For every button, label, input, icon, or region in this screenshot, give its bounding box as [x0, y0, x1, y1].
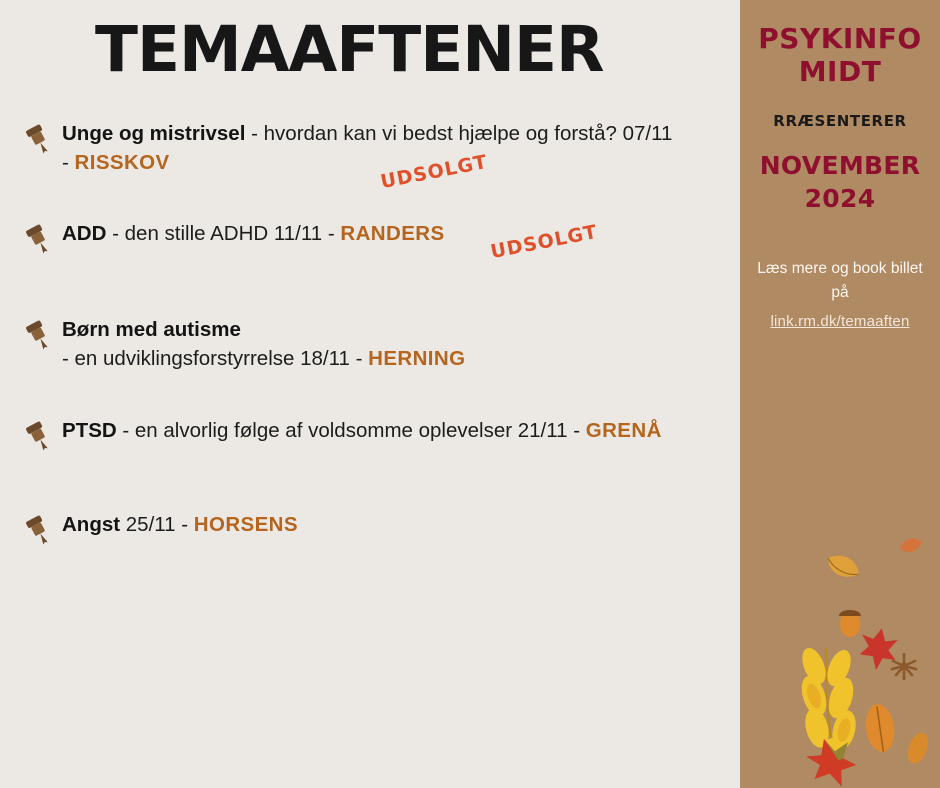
booking-info [740, 257, 940, 333]
event-city: RISSKOV [74, 151, 170, 175]
event-text [62, 416, 662, 445]
pushpin-icon [22, 219, 62, 257]
event-text [62, 119, 682, 194]
booking-link[interactable]: link.rm.dk/temaaften [770, 313, 910, 331]
event-city: HERNING [368, 347, 466, 371]
pushpin-icon [22, 119, 62, 157]
status-badge: UDSOLGT [488, 221, 600, 264]
pushpin-icon [22, 315, 62, 353]
page-title: TEMAAFTENER [95, 13, 604, 86]
event-city: HORSENS [193, 512, 298, 536]
list-item [22, 119, 740, 194]
brand-line-2: MIDT [798, 55, 882, 89]
event-title: Angst [62, 512, 121, 536]
event-detail: - en udviklingsforstyrrelse 18/11 - [62, 347, 369, 371]
event-detail: 25/11 - [120, 512, 194, 536]
event-title: ADD [62, 222, 107, 246]
sidebar [740, 0, 940, 788]
event-detail: - hvordan kan vi bedst hjælpe og forstå? 07/11 - [62, 122, 673, 175]
list-item [22, 219, 740, 271]
status-badge: UDSOLGT [378, 151, 490, 194]
month-label: NOVEMBER [759, 151, 921, 181]
brand-line-1: PSYKINFO [758, 22, 922, 55]
pushpin-icon [22, 416, 62, 454]
brand-name [740, 0, 940, 88]
event-list [0, 119, 740, 561]
event-text [62, 510, 298, 539]
event-title: PTSD [62, 418, 117, 442]
list-item [22, 510, 740, 562]
event-title: Børn med autisme [62, 318, 241, 342]
presents-label: RRÆSENTERER [773, 112, 907, 131]
event-detail: - den stille ADHD 11/11 - [106, 222, 341, 246]
event-city: GRENÅ [585, 418, 662, 442]
event-text [62, 315, 465, 373]
month-year [740, 150, 940, 215]
year-label: 2024 [804, 183, 876, 213]
booking-text: Læs mere og book billet på [757, 260, 923, 302]
event-detail: - en alvorlig følge af voldsomme oplevelser 21/11 - [116, 418, 586, 442]
pushpin-icon [22, 510, 62, 548]
event-title: Unge og mistrivsel [62, 122, 246, 146]
list-item [22, 416, 740, 468]
autumn-leaves-decoration [740, 448, 940, 788]
event-text [62, 219, 600, 264]
event-city: RANDERS [340, 222, 445, 246]
list-item [22, 315, 740, 373]
